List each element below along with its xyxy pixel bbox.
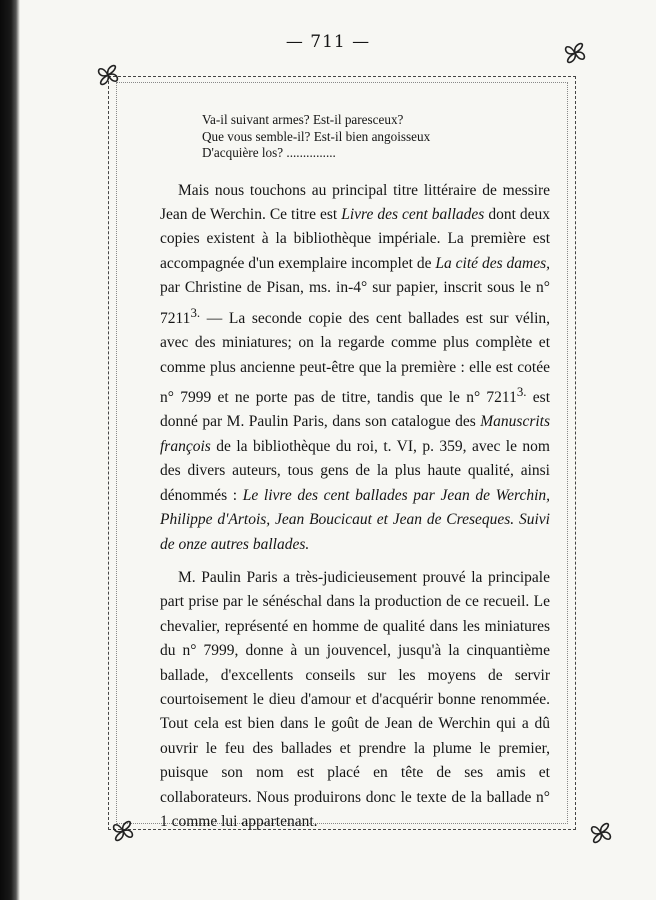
- superscript: 3.: [190, 304, 201, 320]
- book-title: La cité des dames,: [435, 254, 550, 272]
- page-body: [160, 112, 550, 834]
- paragraph-2: M. Paulin Paris a très-judicieusement prouvé la principale part prise par le sénéschal dans la production de ce recueil. Le chevalier, représenté en homme de qualité dans les miniatures du n° 7999, donne à un jouvencel, jusqu'à la cinquantième ballade, d'excellents conseils sur les moyens de servir courtoisement le dieu d'amour et d'acquérir bonne renommée. Tout cela est bien dans le goût de Jean de Werchin qui a dû ouvrir le feu des ballades et prendre la plume le premier, puisque son nom est placé en tête de ses amis et collaborateurs. Nous produirons donc le texte de la ballade n° 1 comme lui appartenant.: [160, 568, 550, 830]
- verse-line: D'acquière los? ...............: [202, 145, 336, 160]
- page-edge-shadow: [0, 0, 20, 900]
- corner-flourish-icon: [110, 818, 136, 844]
- text-run: Mais nous touchons au principal titre littéraire de messire Jean de Werchin. Ce titre est: [160, 181, 550, 223]
- text-run: dont deux copies existent à la bibliothèque impériale. La première est accompagnée d'un exemplaire incomplet de: [160, 205, 551, 272]
- corner-flourish-icon: [588, 820, 614, 846]
- corner-flourish-icon: [95, 62, 121, 88]
- superscript: 3.: [516, 383, 527, 399]
- page-number: — 711 —: [285, 32, 371, 52]
- verse-line: Que vous semble-il? Est-il bien angoisseux: [202, 128, 431, 144]
- book-title: Manuscrits françois: [160, 413, 550, 455]
- verse-line: Va-il suivant armes? Est-il paresceux?: [202, 112, 404, 127]
- verse-quotation: [202, 112, 550, 162]
- text-run: — La seconde copie des cent ballades est sur vélin, avec des miniatures; on la regarde comme plus complète et comme plus ancienne peut-être que la première : elle est cotée n° 7999 et ne porte pas de titre, tandis que le n° 7211: [160, 309, 550, 407]
- corner-flourish-icon: [562, 40, 588, 66]
- paragraph-1: [160, 179, 550, 557]
- text-run: par Christine de Pisan, ms. in-4° sur papier, inscrit sous le n° 7211: [160, 279, 550, 327]
- book-title: Livre des cent ballades: [341, 205, 485, 223]
- text-run: est donné par M. Paulin Paris, dans son catalogue des: [160, 389, 551, 431]
- book-title: Le livre des cent ballades par Jean de Werchin, Philippe d'Artois, Jean Boucicaut et Jean de Creseques. Suivi de onze autres ballades.: [160, 486, 551, 553]
- text-run: de la bibliothèque du roi, t. VI, p. 359, avec le nom des divers auteurs, tous gens de la plus haute qualité, ainsi dénommés :: [160, 437, 550, 504]
